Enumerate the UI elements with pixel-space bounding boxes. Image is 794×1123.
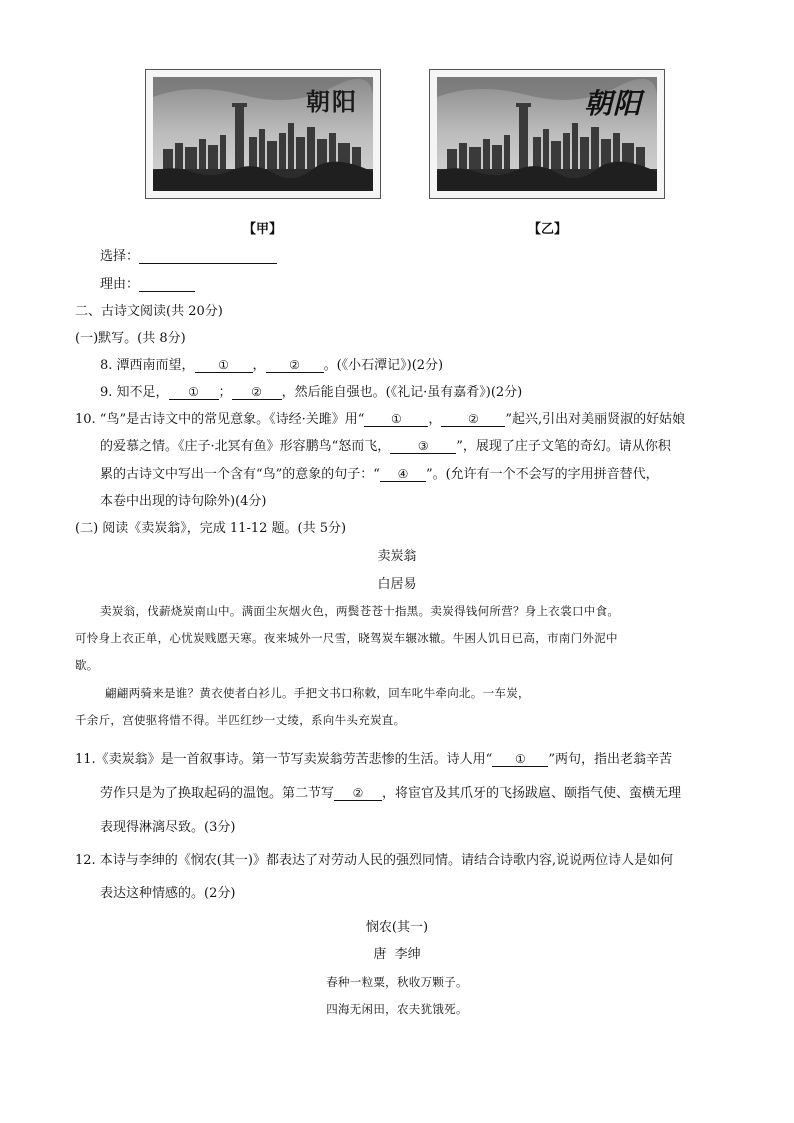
section2-heading: 二、古诗文阅读(共 20分) [75, 304, 223, 319]
question-12-line2: 表达这种情感的。(2分) [100, 886, 236, 901]
poem1-line-4: 翩翩两骑来是谁？黄衣使者白衫儿。手把文书口称敕，回车叱牛牵向北。一车炭， [105, 686, 530, 700]
q10-text-a: 10. “鸟”是古诗文中的常见意象。《诗经·关雎》用“ [75, 412, 365, 427]
poem1-author: 白居易 [377, 577, 417, 592]
poem2-author: 唐 李绅 [373, 947, 421, 962]
select-line [100, 248, 277, 266]
q9-blank-2[interactable]: ② [232, 385, 282, 400]
q10-text-f: 累的古诗文中写出一个含有“鸟”的意象的句子：“ [100, 467, 380, 482]
q10-text-d: 的爱慕之情。《庄子·北冥有鱼》形容鹏鸟“怒而飞， [100, 439, 391, 454]
poem2-line-1: 春种一粒粟，秋收万颗子。 [326, 975, 468, 989]
q9-sep: ； [218, 385, 232, 400]
q11-text-d: 劳作只是为了换取起码的温饱。第二节写 [100, 786, 335, 801]
q8-text-c: 。(《小石潭记》)(2分) [323, 358, 444, 373]
question-12-line1: 12. 本诗与李绅的《悯农(其一)》都表达了对劳动人民的强烈同情。请结合诗歌内容,说说两位诗人是如何 [75, 853, 674, 868]
figure-jia-caption: 【甲】 [243, 222, 283, 237]
q9-blank-1[interactable]: ① [169, 385, 219, 400]
question-10-line2 [100, 438, 671, 456]
q10-blank-1[interactable]: ① [364, 412, 428, 427]
poem2-line-2: 四海无闲田，农夫犹饿死。 [326, 1002, 468, 1016]
q10-blank-2[interactable]: ② [441, 412, 505, 427]
reason-line [100, 276, 195, 294]
q10-text-c: ”起兴,引出对美丽贤淑的好姑娘 [505, 412, 686, 427]
q8-sep: ， [252, 358, 266, 373]
question-9 [100, 384, 522, 402]
figure-jia-overlay-text: 朝阳 [306, 88, 358, 116]
reason-label: 理由： [100, 277, 140, 292]
question-10-line3 [100, 466, 659, 484]
question-10-line4: 本卷中出现的诗句除外)(4分) [100, 494, 267, 509]
section2-part2: (二) 阅读《卖炭翁》，完成 11-12 题。(共 5分) [75, 521, 347, 536]
question-11-line3: 表现得淋漓尽致。(3分) [100, 820, 236, 835]
figure-yi-overlay-text: 朝阳 [583, 87, 642, 120]
poem1-line-3: 歇。 [75, 658, 99, 672]
q11-text-e: ，将宦官及其爪牙的飞扬跋扈、颐指气使、蛮横无理 [382, 786, 682, 801]
reason-answer-field[interactable] [139, 277, 195, 292]
figure-yi-caption: 【乙】 [528, 222, 568, 237]
q10-blank-4[interactable]: ④ [380, 467, 426, 482]
q9-text-a: 9. 知不足， [100, 385, 169, 400]
q8-blank-1[interactable]: ① [195, 358, 253, 373]
q11-text-a: 11.《卖炭翁》是一首叙事诗。第一节写卖炭翁劳苦悲惨的生活。诗人用“ [75, 752, 493, 767]
poem1-title: 卖炭翁 [377, 549, 417, 564]
q11-text-c: ”两句，指出老翁辛苦 [548, 752, 672, 767]
poem1-line-1: 卖炭翁，伐薪烧炭南山中。满面尘灰烟火色，两鬓苍苍十指黑。卖炭得钱何所营？身上衣裳口中食。 [100, 604, 620, 618]
figure-jia [145, 69, 381, 199]
poem1-line-5: 千余斤，宫使驱将惜不得。半匹红纱一丈绫，系向牛头充炭直。 [75, 713, 406, 727]
section2-part1: (一)默写。(共 8分) [75, 331, 186, 346]
q10-sep: ， [428, 412, 442, 427]
q11-blank-2[interactable]: ② [334, 786, 382, 801]
q11-blank-1[interactable]: ① [492, 752, 548, 767]
q9-text-c: ，然后能自强也。(《礼记·虽有嘉肴》)(2分) [281, 385, 523, 400]
question-11-line1 [75, 751, 672, 769]
q10-text-g: ”。(允许有一个不会写的字用拼音替代， [425, 467, 659, 482]
q8-text-a: 8. 潭西南而望， [100, 358, 195, 373]
figure-yi [429, 69, 665, 199]
poem2-title: 悯农(其一) [365, 920, 429, 935]
q10-blank-3[interactable]: ③ [390, 439, 456, 454]
question-10-line1 [75, 411, 685, 429]
q8-blank-2[interactable]: ② [266, 358, 324, 373]
q10-text-e: ”，展现了庄子文笔的奇幻。请从你积 [456, 439, 671, 454]
poem1-line-2: 可怜身上衣正单，心忧炭贱愿天寒。夜来城外一尺雪，晓驾炭车辗冰辙。牛困人饥日已高，市南门外泥中 [75, 631, 618, 645]
question-11-line2 [100, 785, 681, 803]
select-label: 选择： [100, 249, 140, 264]
question-8 [100, 357, 443, 375]
select-answer-field[interactable] [139, 249, 277, 264]
